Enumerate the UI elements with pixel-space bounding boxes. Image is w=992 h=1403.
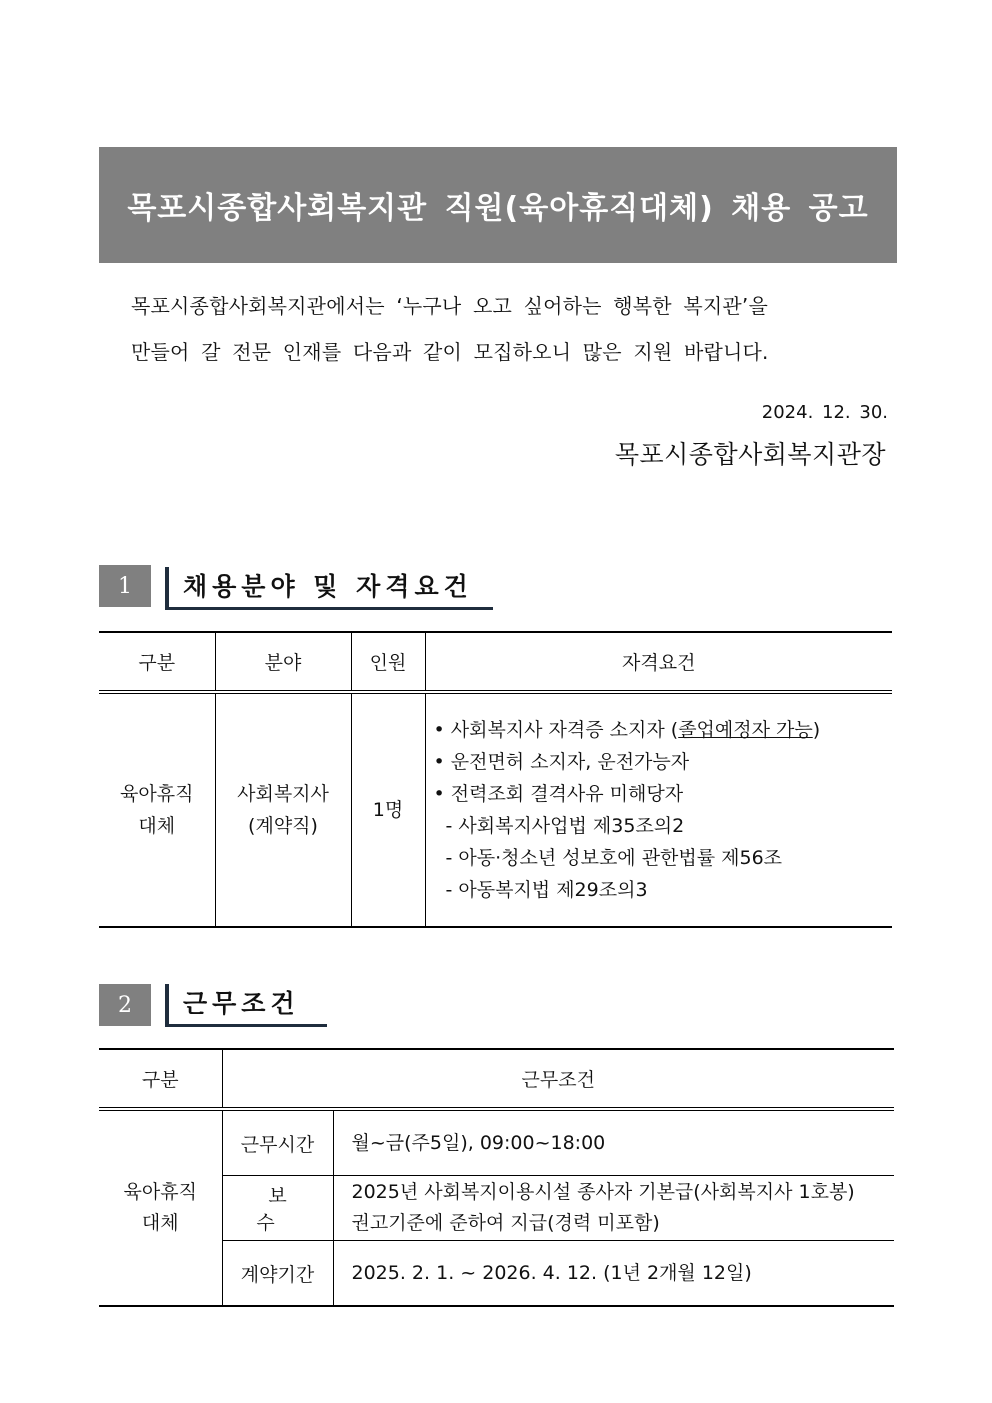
category-cell: 육아휴직 대체 (99, 1109, 222, 1306)
salary-value: 2025년 사회복지이용시설 종사자 기본급(사회복지사 1호봉) 권고기준에 준하여 지급(경력 미포함) (333, 1176, 894, 1241)
intro-line-2: 만들어 갈 전문 인재를 다음과 같이 모집하오니 많은 지원 바랍니다. (131, 340, 769, 364)
section-1-number: 1 (99, 565, 151, 607)
notice-date: 2024. 12. 30. (761, 402, 888, 423)
header-requirements: 자격요건 (425, 632, 892, 692)
working-conditions-table (99, 1048, 894, 1307)
requirement-item: • 운전면허 소지자, 운전가능자 (433, 751, 690, 773)
section-2-title: 근무조건 (165, 984, 327, 1027)
notice-signer: 목포시종합사회복지관장 (614, 440, 886, 469)
requirement-item: • 사회복지사 자격증 소지자 (졸업예정자 가능) (433, 719, 821, 741)
requirement-subitem: - 아동·청소년 성보호에 관한법률 제56조 (445, 847, 783, 869)
contract-value: 2025. 2. 1. ~ 2026. 4. 12. (1년 2개월 12일) (333, 1241, 894, 1307)
hours-label: 근무시간 (222, 1109, 333, 1176)
table-row (99, 1109, 894, 1176)
count-cell: 1명 (351, 692, 425, 927)
requirement-item: • 전력조회 결격사유 미해당자 (433, 783, 684, 805)
intro-line-1: 목포시종합사회복지관에서는 ‘누구나 오고 싶어하는 행복한 복지관’을 (131, 294, 768, 318)
requirements-cell (425, 692, 892, 927)
category-cell: 육아휴직 대체 (99, 692, 215, 927)
recruitment-table (99, 631, 892, 928)
hours-value: 월~금(주5일), 09:00~18:00 (333, 1109, 894, 1176)
header-conditions: 근무조건 (222, 1049, 894, 1109)
intro-paragraph (131, 283, 871, 375)
field-cell: 사회복지사 (계약직) (215, 692, 351, 927)
table-row (99, 692, 892, 927)
notice-title: 목포시종합사회복지관 직원(육아휴직대체) 채용 공고 (127, 191, 869, 226)
section-2-number: 2 (99, 984, 151, 1026)
requirement-subitem: - 사회복지사업법 제35조의2 (445, 815, 685, 837)
salary-label: 보 수 (222, 1176, 333, 1241)
header-field: 분야 (215, 632, 351, 692)
requirement-subitem: - 아동복지법 제29조의3 (445, 879, 648, 901)
section-1-title: 채용분야 및 자격요건 (165, 567, 493, 610)
header-category: 구분 (99, 1049, 222, 1109)
notice-title-banner (99, 147, 897, 263)
header-category: 구분 (99, 632, 215, 692)
header-count: 인원 (351, 632, 425, 692)
contract-label: 계약기간 (222, 1241, 333, 1307)
